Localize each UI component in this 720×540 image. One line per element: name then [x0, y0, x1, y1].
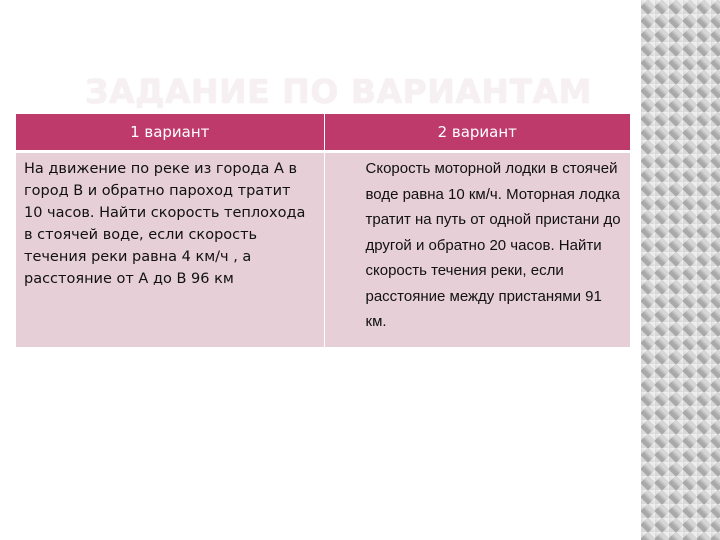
variant-1-cell	[16, 152, 324, 348]
variant-1-task-text: На движение по реке из города А в город В и обратно пароход тратит 10 часов. Найти скорость теплохода в стоячей воде, если скорость течения реки равна 4 км/ч , а расстояние от А до В 96 км	[24, 161, 306, 287]
header-variant-1: 1 вариант	[16, 114, 324, 152]
variants-table	[16, 114, 630, 347]
header-variant-2: 2 вариант	[324, 114, 630, 152]
variant-2-cell	[324, 152, 630, 348]
variant-2-task-text: Скорость моторной лодки в стоячей воде равна 10 км/ч. Моторная лодка тратит на путь от одной пристани до другой и обратно 20 часов. Найти скорость течения реки, если расстояние между пристанями 91 км.	[365, 160, 621, 330]
slide-title: ЗАДАНИЕ ПО ВАРИАНТАМ	[85, 72, 592, 111]
table-header-row	[16, 114, 630, 152]
side-decorative-pattern	[641, 0, 720, 540]
table-row	[16, 152, 630, 348]
